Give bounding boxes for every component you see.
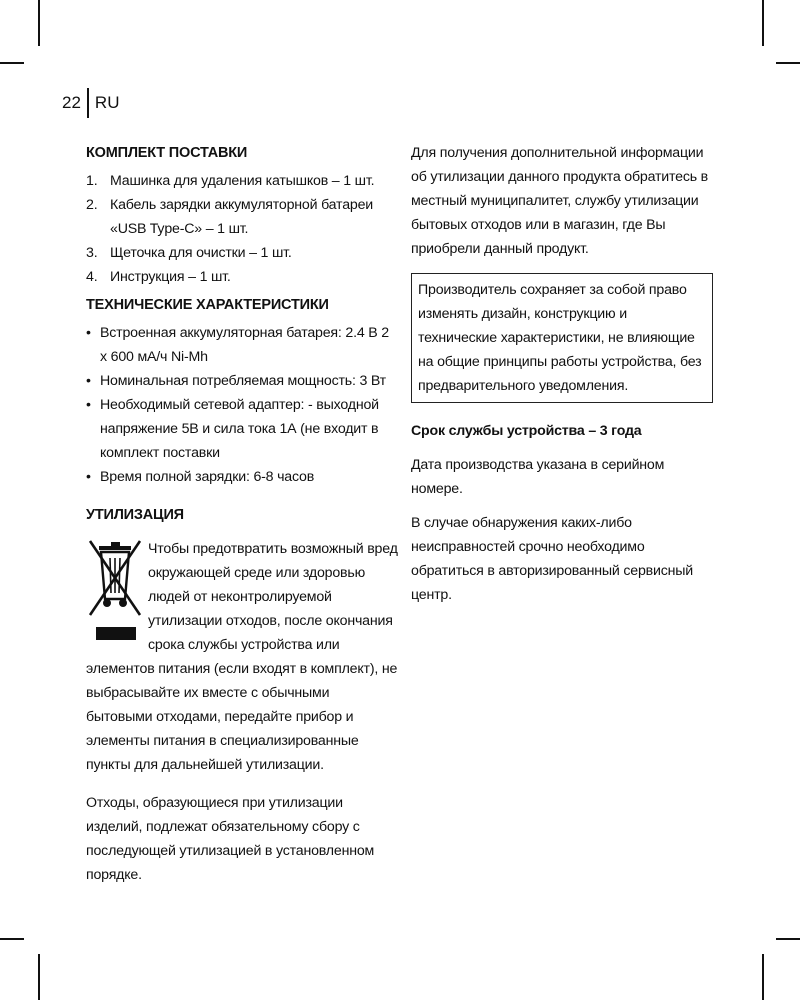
- kit-item-text: Кабель зарядки аккумуляторной батареи «USB Type-C» – 1 шт.: [110, 197, 373, 237]
- kit-item-text: Инструкция – 1 шт.: [110, 269, 231, 285]
- spec-item-text: Встроенная аккумуляторная батарея: 2.4 В 2 х 600 мА/ч Ni-Mh: [100, 325, 389, 365]
- spec-item-text: Время полной зарядки: 6-8 часов: [100, 469, 315, 485]
- crop-mark-top-left-h: [0, 62, 24, 64]
- spec-item: [86, 321, 398, 369]
- language-label: RU: [94, 93, 120, 112]
- crossed-out-wheelie-bin-icon: [86, 539, 142, 649]
- kit-item-number: 3.: [86, 245, 98, 261]
- spec-item-text: Номинальная потребляемая мощность: 3 Вт: [100, 373, 386, 389]
- spec-item: [86, 465, 398, 489]
- page-header: [62, 88, 119, 118]
- waste-collection-text: Отходы, образующиеся при утилизации изделий, подлежат обязательному сбору с последующей утилизацией в установленном порядке.: [86, 795, 375, 883]
- bullet-icon: •: [86, 373, 91, 389]
- kit-item: [86, 193, 398, 241]
- crop-mark-top-right: [762, 0, 764, 46]
- kit-item-text: Щеточка для очистки – 1 шт.: [110, 245, 292, 261]
- crop-mark-bottom-left-h: [0, 938, 24, 940]
- kit-item-number: 2.: [86, 197, 98, 213]
- spec-item: [86, 393, 398, 465]
- crop-mark-top-left: [38, 0, 40, 46]
- service-life-heading: Срок службы устройства – 3 года: [411, 423, 642, 439]
- bullet-icon: •: [86, 469, 91, 485]
- crop-mark-bottom-right-h: [776, 938, 800, 940]
- disposal-text: Чтобы предотвратить возможный вред окружающей среде или здоровью людей от неконтролируемой утилизации отходов, после окончания срока службы устройства или элементов питания (если входят в комплект), не выбрасывайте их вместе с обычными бытовыми отходами, передайте прибор и элементы питания в специализированные пункты для дальнейшей утилизации.: [86, 541, 398, 773]
- malfunction-text: В случае обнаружения каких-либо неисправностей срочно необходимо обратиться в авторизированный сервисный центр.: [411, 515, 693, 603]
- specs-list: [86, 321, 398, 489]
- specs-heading: ТЕХНИЧЕСКИЕ ХАРАКТЕРИСТИКИ: [86, 297, 329, 313]
- crop-mark-top-right-h: [776, 62, 800, 64]
- left-column: [86, 141, 398, 887]
- kit-item: [86, 241, 398, 265]
- kit-item: [86, 265, 398, 289]
- bullet-icon: •: [86, 325, 91, 341]
- kit-list: [86, 169, 398, 289]
- disposal-info-text: Для получения дополнительной информации об утилизации данного продукта обратитесь в местный муниципалитет, службу утилизации бытовых отходов или в магазин, где Вы приобрели данный продукт.: [411, 145, 708, 257]
- crop-mark-bottom-right: [762, 954, 764, 1000]
- disposal-section: [86, 537, 398, 887]
- disposal-heading: УТИЛИЗАЦИЯ: [86, 507, 184, 523]
- kit-item-number: 1.: [86, 173, 98, 189]
- spec-item: [86, 369, 398, 393]
- production-date-text: Дата производства указана в серийном номере.: [411, 457, 665, 497]
- kit-item: [86, 169, 398, 193]
- manufacturer-notice-box: [411, 273, 713, 403]
- page-number: 22: [62, 93, 81, 112]
- spec-item-text: Необходимый сетевой адаптер: - выходной напряжение 5В и сила тока 1А (не входит в комплект поставки: [100, 397, 379, 461]
- right-column: [411, 141, 713, 617]
- crop-mark-bottom-left: [38, 954, 40, 1000]
- kit-item-number: 4.: [86, 269, 98, 285]
- kit-heading: КОМПЛЕКТ ПОСТАВКИ: [86, 145, 248, 161]
- header-divider: [87, 88, 89, 118]
- bullet-icon: •: [86, 397, 91, 413]
- kit-item-text: Машинка для удаления катышков – 1 шт.: [110, 173, 375, 189]
- manufacturer-notice-text: Производитель сохраняет за собой право изменять дизайн, конструкцию и технические характеристики, не влияющие на общие принципы работы устройства, без предварительного уведомления.: [418, 282, 702, 394]
